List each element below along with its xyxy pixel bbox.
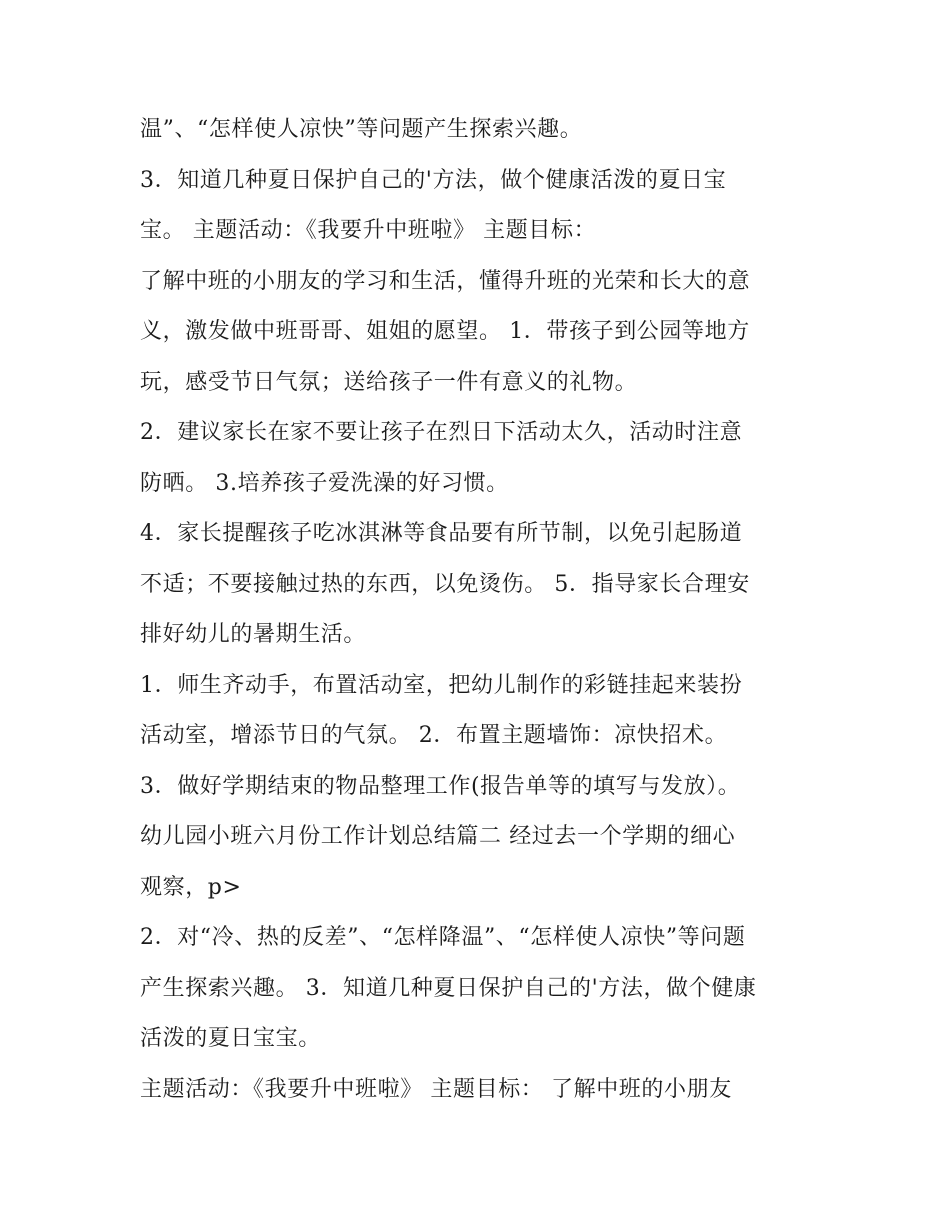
text-line-14: 3．做好学期结束的物品整理工作(报告单等的填写与发放）。 xyxy=(140,773,741,799)
text-line-6: 玩，感受节日气氛；送给孩子一件有意义的礼物。 xyxy=(140,369,638,395)
text-line-13: 活动室，增添节日的气氛。 2．布置主题墙饰：凉快招术。 xyxy=(140,723,728,748)
body-text xyxy=(140,105,820,1115)
text-line-7: 2．建议家长在家不要让孩子在烈日下活动太久，活动时注意 xyxy=(140,420,743,445)
text-line-1: 温”、“怎样使人凉快”等问题产生探索兴趣。 xyxy=(140,117,583,142)
text-line-8: 防晒。 3.培养孩子爱洗澡的好习惯。 xyxy=(140,470,509,496)
text-line-4: 了解中班的小朋友的学习和生活，懂得升班的光荣和长大的意 xyxy=(140,268,751,294)
text-line-12: 1．师生齐动手，布置活动室，把幼儿制作的彩链挂起来装扮 xyxy=(140,672,743,698)
text-line-2: 3．知道几种夏日保护自己的'方法，做个健康活泼的夏日宝 xyxy=(140,167,727,193)
text-line-16: 观察，p> xyxy=(140,874,242,900)
text-line-9: 4．家长提醒孩子吃冰淇淋等食品要有所节制，以免引起肠道 xyxy=(140,521,743,546)
text-line-15: 幼儿园小班六月份工作计划总结篇二 经过去一个学期的细心 xyxy=(140,824,736,849)
text-line-18: 产生探索兴趣。 3．知道几种夏日保护自己的'方法，做个健康 xyxy=(140,975,757,1001)
text-line-11: 排好幼儿的暑期生活。 xyxy=(140,622,367,647)
text-line-3: 宝。 主题活动：《我要升中班啦》 主题目标： xyxy=(140,218,597,243)
text-line-20: 主题活动：《我要升中班啦》 主题目标： 了解中班的小朋友 xyxy=(140,1076,732,1102)
text-line-19: 活泼的夏日宝宝。 xyxy=(140,1026,321,1051)
text-line-5: 义，激发做中班哥哥、姐姐的愿望。 1．带孩子到公园等地方 xyxy=(140,319,750,344)
text-line-17: 2．对“冷、热的反差”、“怎样降温”、“怎样使人凉快”等问题 xyxy=(140,925,746,950)
text-line-10: 不适；不要接触过热的东西，以免烫伤。 5．指导家长合理安 xyxy=(140,571,750,597)
